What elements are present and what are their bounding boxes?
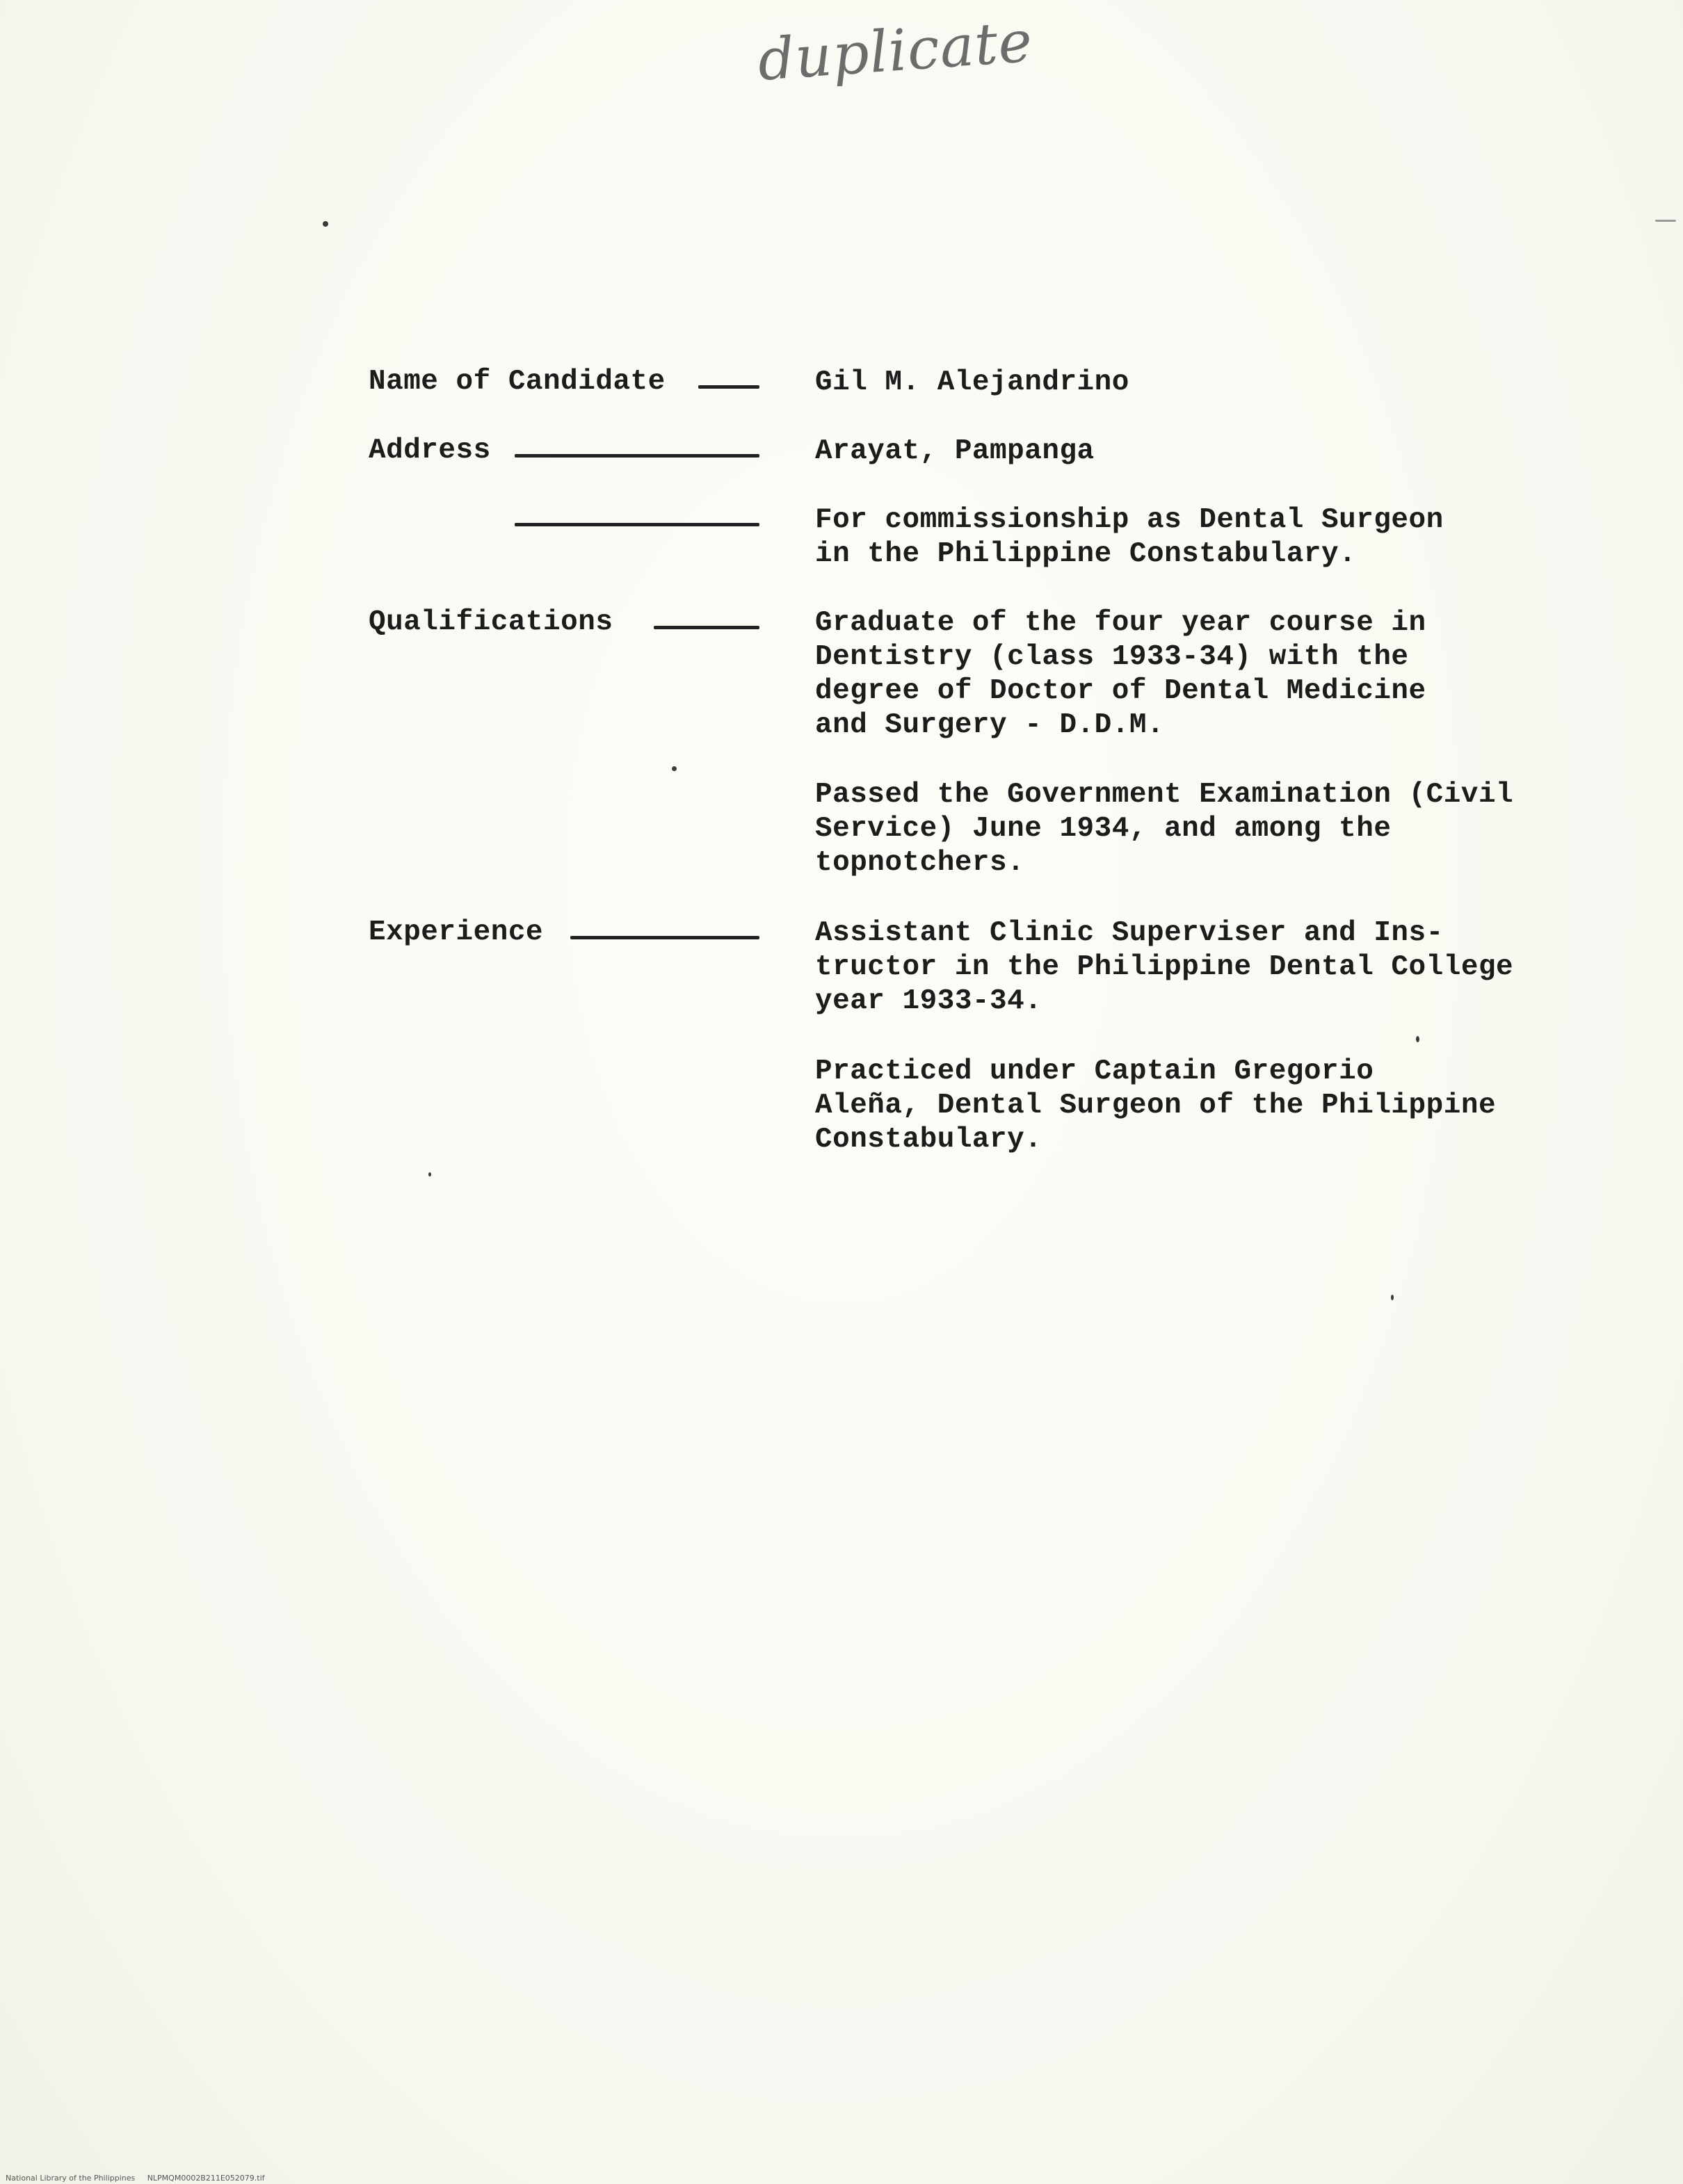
paper-speck (672, 766, 677, 771)
leader-dash (570, 936, 759, 939)
experience-item: Practiced under Captain Gregorio Aleña, Dental Surgeon of the Philippine Constabulary. (815, 1055, 1497, 1156)
experience-item: Assistant Clinic Superviser and Ins- tructor in the Philippine Dental College year 1933-34. (815, 917, 1514, 1017)
experience-label: Experience (369, 916, 544, 948)
handwritten-duplicate-note: duplicate (755, 8, 1035, 94)
leader-dash (515, 523, 759, 526)
paper-speck (1391, 1295, 1394, 1300)
paper-speck (323, 221, 328, 227)
paper-speck (428, 1172, 431, 1176)
source-footer: National Library of the Philippines NLPMQM0002B211E052079.tif (6, 2174, 265, 2183)
qualifications-label: Qualifications (369, 606, 613, 638)
leader-dash (515, 454, 759, 458)
paper-speck (1416, 1036, 1419, 1042)
leader-dash (654, 626, 759, 629)
candidate-name-value: Gil M. Alejandrino (815, 366, 1129, 398)
address-value: Arayat, Pampanga (815, 435, 1095, 467)
leader-dash (698, 385, 759, 389)
qualification-item: Graduate of the four year course in Dentistry (class 1933-34) with the degree of Doctor of Dental Medicine and Surgery - D.D.M. (815, 607, 1426, 741)
candidate-name-label: Name of Candidate (369, 366, 666, 398)
address-label: Address (369, 435, 491, 467)
paper-edge-mark (1655, 220, 1676, 222)
purpose-value: For commissionship as Dental Surgeon in the Philippine Constabulary. (815, 504, 1444, 570)
qualification-item: Passed the Government Examination (Civil Service) June 1934, and among the topnotchers. (815, 779, 1514, 879)
